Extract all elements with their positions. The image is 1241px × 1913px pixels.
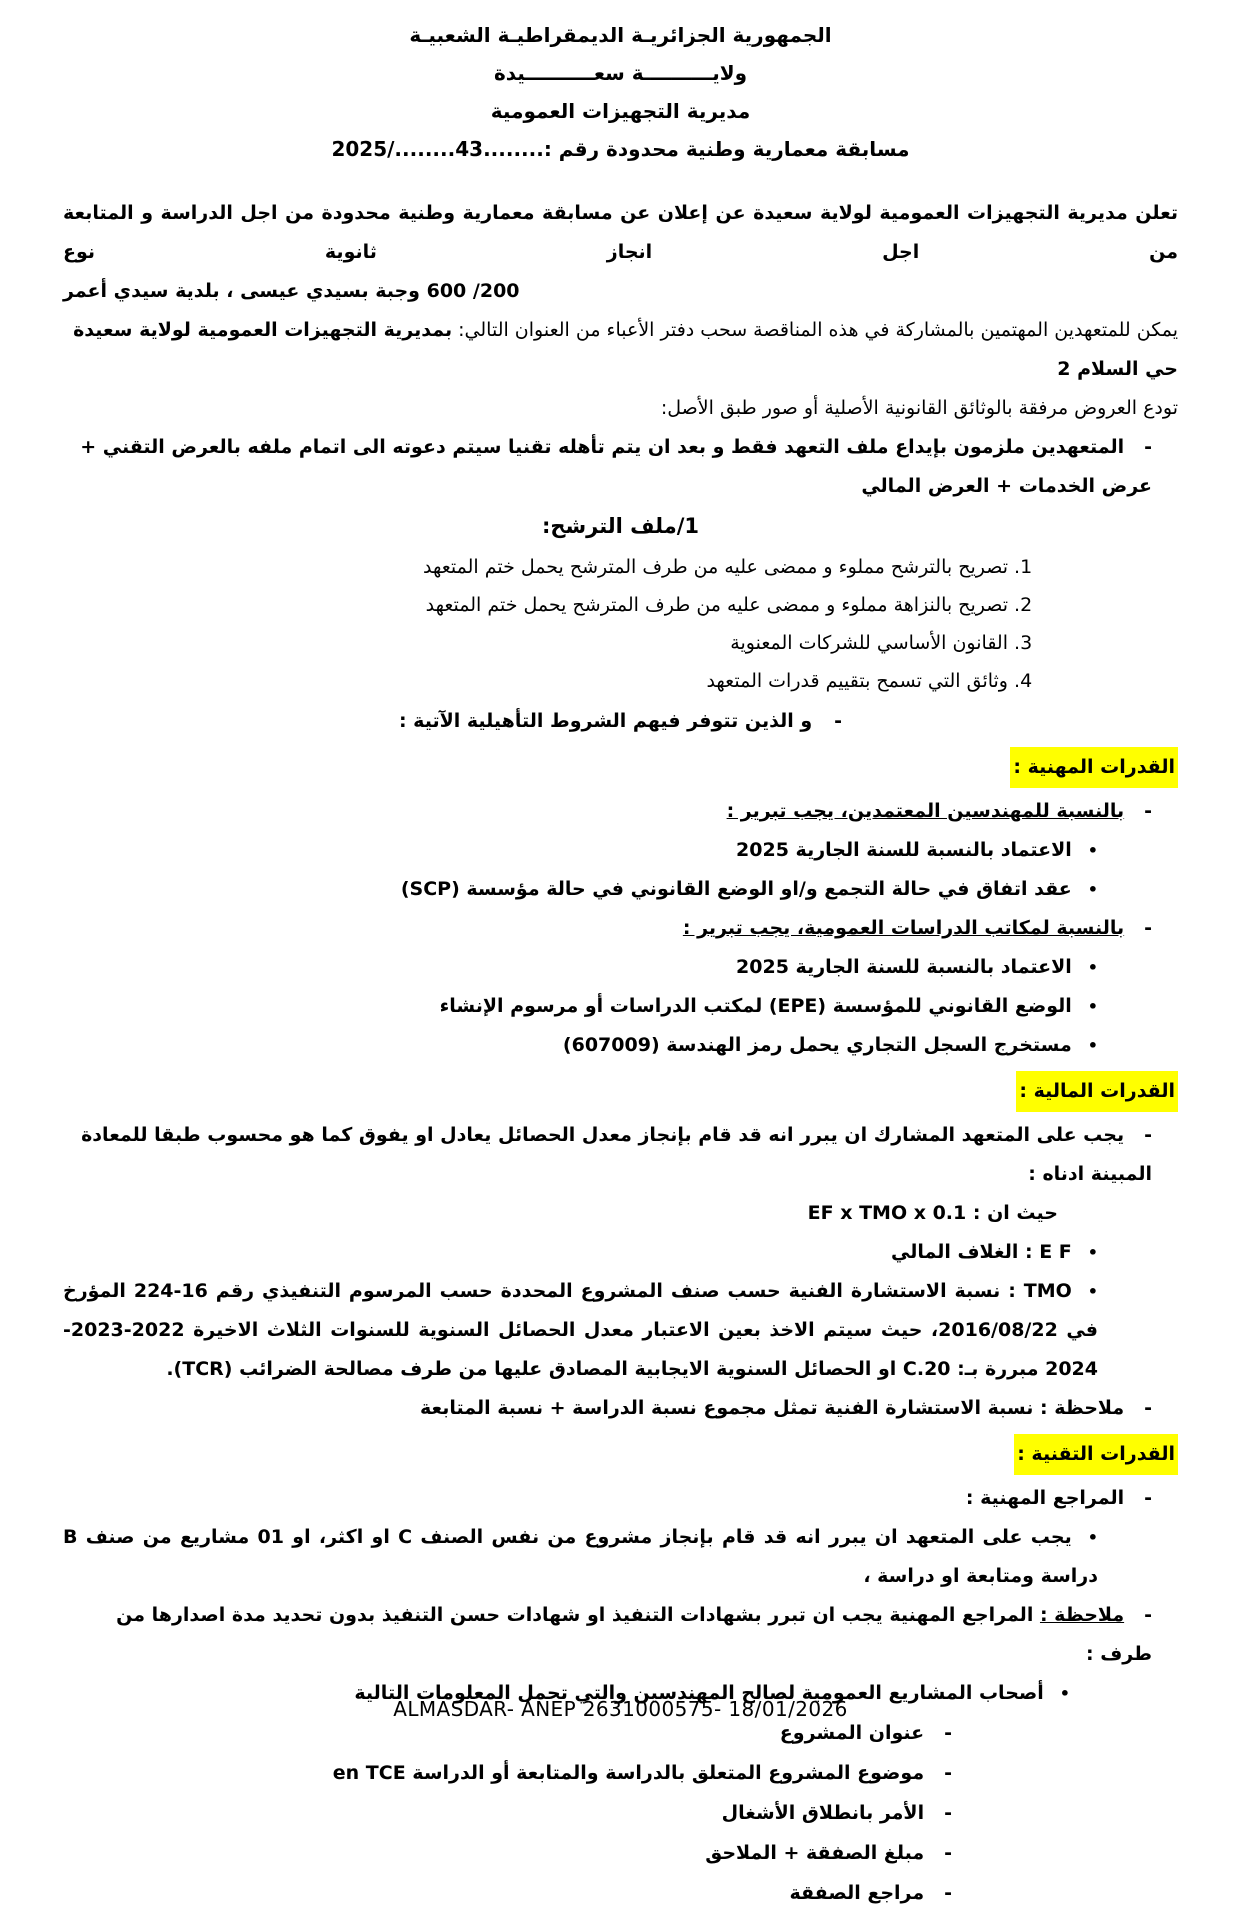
withdrawal-address: بمديرية التجهيزات العمومية لولاية سعيدة حي السلام 2 <box>73 319 1178 380</box>
certified-engineers-label: بالنسبة للمهندسين المعتمدين، يجب تبرير : <box>726 800 1125 822</box>
announcement-line-1: تعلن مديرية التجهيزات العمومية لولاية سعيدة عن إعلان عن مسابقة معمارية وطنية محدودة من اجل الدراسة و المتابعة من اجل انجاز ثانوية نوع <box>63 202 1178 263</box>
list-item: • عقد اتفاق في حالة التجمع و/او الوضع القانوني في حالة مؤسسة (SCP) <box>63 870 1098 909</box>
ef-definition: • E F : الغلاف المالي <box>63 1233 1098 1272</box>
references-requirement: • يجب على المتعهد ان يبرر انه قد قام بإنجاز مشروع من نفس الصنف C او اكثر، او 01 مشاريع من صنف B دراسة ومتابعة او دراسة ، <box>63 1518 1098 1596</box>
professional-references-line: - المراجع المهنية : <box>63 1479 1178 1518</box>
project-info-item: - مراجع الصفقة <box>63 1873 978 1913</box>
directorate-title: مديرية التجهيزات العمومية <box>490 99 751 123</box>
financial-capacities-heading-row <box>63 1071 1178 1112</box>
certified-engineers-list <box>63 831 1178 909</box>
list-item: • الاعتماد بالنسبة للسنة الجارية 2025 <box>63 831 1098 870</box>
study-offices-subheading <box>63 909 1178 948</box>
list-item: • الوضع القانوني للمؤسسة (EPE) لمكتب الدراسات أو مرسوم الإنشاء <box>63 987 1098 1026</box>
wilaya-title: ولايــــــــــة سعــــــــــيدة <box>493 61 748 85</box>
announcement-line-2: 200/ 600 وجبة بسيدي عيسى ، بلدية سيدي أعمر <box>63 280 520 302</box>
document-header <box>63 16 1178 168</box>
project-info-list <box>63 1713 1178 1913</box>
professional-capacities-heading: القدرات المهنية : <box>1010 747 1178 788</box>
tmo-definition: • TMO : نسبة الاستشارة الفنية حسب صنف المشروع المحددة حسب المرسوم التنفيذي رقم 16-224 المؤرخ في 2016/08/22، حيث سيتم الاخذ بعين الاعتبار معدل الحصائل السنوية للسنوات الثلاث الاخيرة 2022-2023-2024 مبررة بـ: C.20 او الحصائل السنوية الايجابية المصادق عليها من طرف مصالحة الضرائب (TCR). <box>63 1272 1098 1389</box>
project-info-item: - مبلغ الصفقة + الملاحق <box>63 1833 978 1873</box>
references-requirement-list <box>63 1518 1178 1596</box>
republic-title: الجمهورية الجزائريـة الديمقراطيـة الشعبيـة <box>409 23 832 47</box>
candidacy-file-title: 1/ملف الترشح: <box>541 514 700 538</box>
deposit-paragraph: تودع العروض مرفقة بالوثائق القانونية الأصلية أو صور طبق الأصل: <box>660 397 1178 419</box>
candidacy-item: 2. تصريح بالنزاهة مملوء و ممضى عليه من طرف المترشح يحمل ختم المتعهد <box>63 586 1008 624</box>
financial-capacities-heading: القدرات المالية : <box>1016 1071 1178 1112</box>
qualification-conditions-line: - و الذين تتوفر فيهم الشروط التأهيلية الآتية : <box>63 702 1178 741</box>
candidacy-item: 3. القانون الأساسي للشركات المعنوية <box>63 624 1008 662</box>
formula-line <box>63 1194 1178 1233</box>
professional-capacities-heading-row <box>63 747 1178 788</box>
formula-definitions-list <box>63 1233 1178 1389</box>
competition-number-line: مسابقة معمارية وطنية محدودة رقم :........43......../2025 <box>331 137 910 161</box>
references-note <box>63 1596 1178 1674</box>
announcement-section <box>63 194 1178 506</box>
withdrawal-paragraph <box>63 311 1178 389</box>
formula-label: حيث ان : <box>972 1202 1058 1224</box>
financial-note: - ملاحظة : نسبة الاستشارة الفنية تمثل مجموع نسبة الدراسة + نسبة المتابعة <box>63 1389 1178 1428</box>
candidacy-item: 4. وثائق التي تسمح بتقييم قدرات المتعهد <box>63 662 1008 700</box>
project-info-item: - عنوان المشروع <box>63 1713 978 1753</box>
list-item: • الاعتماد بالنسبة للسنة الجارية 2025 <box>63 948 1098 987</box>
study-offices-label: بالنسبة لمكاتب الدراسات العمومية، يجب تبرير : <box>682 917 1125 939</box>
technical-capacities-heading-row <box>63 1434 1178 1475</box>
references-note-label: ملاحظة : <box>1039 1604 1125 1626</box>
withdrawal-text: يمكن للمتعهدين المهتمين بالمشاركة في هذه المناقصة سحب دفتر الأعباء من العنوان التالي: <box>452 319 1178 341</box>
financial-requirement: - يجب على المتعهد المشارك ان يبرر انه قد قام بإنجاز معدل الحصائل يعادل او يفوق كما هو محسوب طبقا للمعادة المبينة ادناه : <box>63 1116 1178 1194</box>
candidacy-item: 1. تصريح بالترشح مملوء و ممضى عليه من طرف المترشح يحمل ختم المتعهد <box>63 548 1008 586</box>
technical-capacities-heading: القدرات التقنية : <box>1014 1434 1178 1475</box>
references-note-text: المراجع المهنية يجب ان تبرر بشهادات التنفيذ او شهادات حسن التنفيذ بدون تحديد مدة اصدارها من طرف : <box>116 1604 1152 1665</box>
tender-file-note: - المتعهدين ملزمون بإيداع ملف التعهد فقط و بعد ان يتم تأهله تقنيا سيتم دعوته الى اتمام ملفه بالعرض التقني + عرض الخدمات + العرض المالي <box>63 428 1178 506</box>
formula: EF x TMO x 0.1 <box>807 1202 967 1224</box>
project-info-item: - موضوع المشروع المتعلق بالدراسة والمتابعة أو الدراسة en TCE <box>63 1753 978 1793</box>
anep-footer-line: ALMASDAR- ANEP 2631000575- 18/01/2026 <box>393 1697 848 1721</box>
list-item: • مستخرج السجل التجاري يحمل رمز الهندسة (607009) <box>63 1026 1098 1065</box>
study-offices-list <box>63 948 1178 1065</box>
candidacy-file-list <box>63 548 1178 700</box>
project-owners-line: • أصحاب المشاريع العمومية لصالح المهندسين والتي تحمل المعلومات التالية <box>63 1674 1070 1713</box>
certified-engineers-subheading <box>63 792 1178 831</box>
project-info-item: - الأمر بانطلاق الأشغال <box>63 1793 978 1833</box>
